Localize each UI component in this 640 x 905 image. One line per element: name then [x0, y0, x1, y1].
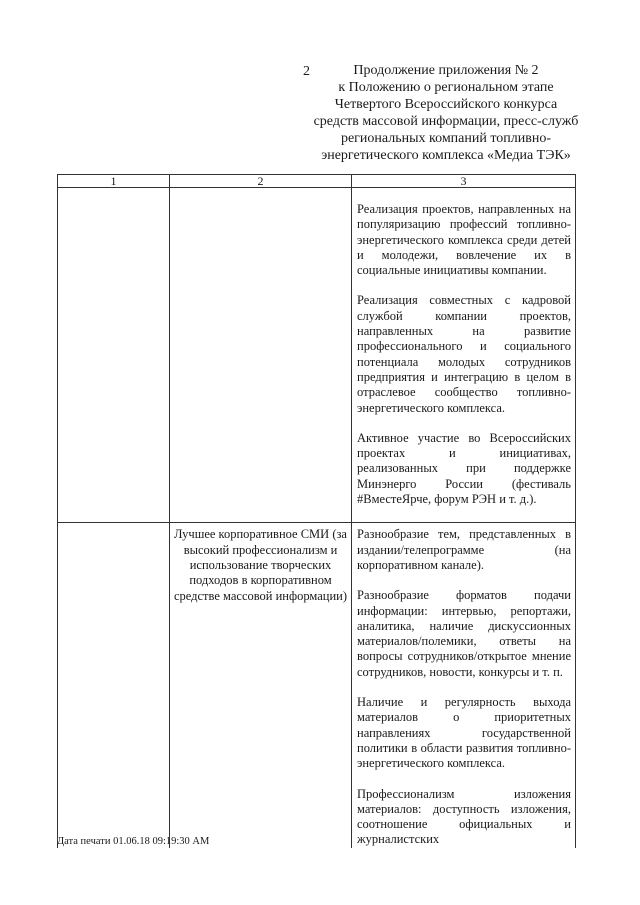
criterion-paragraph: Разнообразие тем, представленных в издании/телепрограмме (на корпоративном канале).	[357, 527, 571, 572]
criterion-paragraph: Активное участие во Всероссийских проектах и инициативах, реализованных при поддержке Минэнерго России (фестиваль #ВместеЯрче, форум РЭН и т. д.).	[357, 430, 571, 507]
criterion-paragraph: Разнообразие форматов подачи информации: интервью, репортажи, аналитика, наличие дискуссионных материалов/полемики, ответы на вопросы сотрудников/открытое мнение сотрудников, новости, конкурсы и т. п.	[357, 588, 571, 679]
table-cell	[170, 188, 352, 523]
table-cell	[58, 523, 170, 848]
nomination-cell: Лучшее корпоративное СМИ (за высокий профессионализм и использование творческих подходов в корпоративном средстве массовой информации)	[170, 523, 352, 848]
header-line: энергетического комплекса «Медиа ТЭК»	[321, 148, 571, 163]
page-number: 2	[303, 64, 310, 79]
criterion-paragraph: Реализация проектов, направленных на популяризацию профессий топливно-энергетического комплекса среди детей и молодежи, вовлечение их в социальные инициативы компании.	[357, 202, 571, 278]
header-line: Продолжение приложения № 2	[353, 63, 539, 78]
criteria-table	[57, 174, 576, 848]
header-line: к Положению о региональном этапе	[338, 80, 554, 95]
print-date: Дата печати 01.06.18 09:19:30 AM	[57, 836, 210, 847]
column-header: 2	[170, 175, 352, 188]
table-cell	[58, 188, 170, 523]
table-row	[58, 188, 576, 523]
column-header: 1	[58, 175, 170, 188]
criterion-paragraph: Наличие и регулярность выхода материалов о приоритетных направлениях государственной политики в области развития топливно-энергетического комплекса.	[357, 695, 571, 771]
criteria-cell	[352, 188, 576, 523]
header-line: Четвертого Всероссийского конкурса	[334, 97, 558, 112]
criterion-paragraph: Реализация совместных с кадровой службой компании проектов, направленных на развитие профессионального и социального потенциала молодых сотрудников предприятия и интеграцию в целом в отраслевое сообщество топливно-энергетического комплекса.	[357, 293, 571, 415]
criteria-cell	[352, 523, 576, 848]
table-row	[58, 523, 576, 848]
table-header-row	[58, 175, 576, 188]
criterion-paragraph: Профессионализм изложения материалов: доступность изложения, соотношение официальных и журналистских	[357, 786, 571, 847]
header-line: региональных компаний топливно-	[340, 131, 552, 146]
header-line: средств массовой информации, пресс-служб	[313, 114, 579, 129]
appendix-header	[296, 62, 596, 164]
column-header: 3	[352, 175, 576, 188]
